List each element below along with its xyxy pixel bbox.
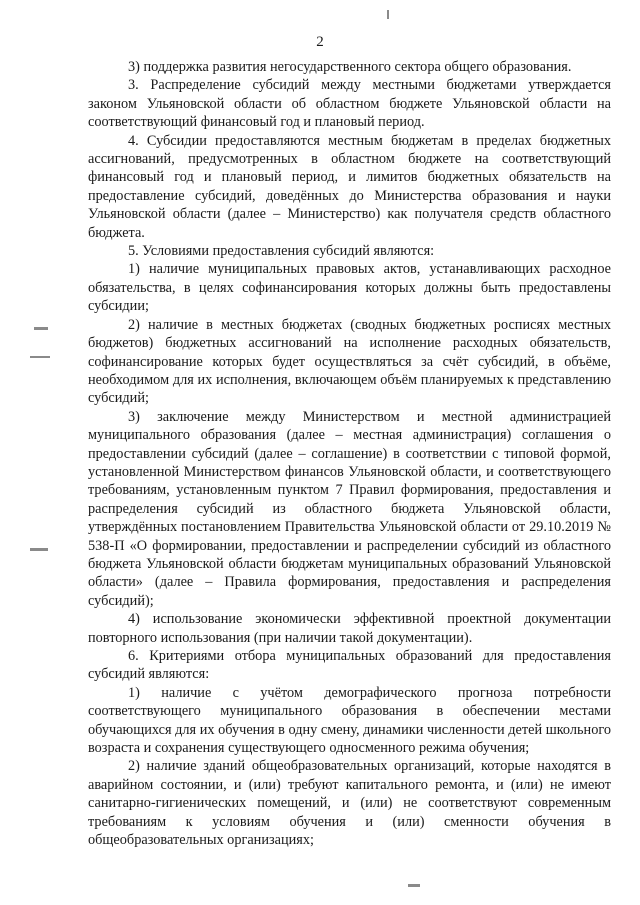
scan-mark-left-2 (30, 356, 50, 358)
paragraph: 5. Условиями предоставления субсидий являются: (128, 243, 435, 260)
paragraph: 3) поддержка развития негосударственного сектора общего образования. (128, 59, 572, 75)
scan-mark-bottom (408, 884, 420, 887)
paragraph: 3. Распределение субсидий между местными бюджетами утверждается законом Ульяновской области об областном бюджете Ульяновской области на соответствующий финансовый год и плановый период. (88, 77, 611, 131)
paragraph: 1) наличие муниципальных правовых актов, устанавливающих расходное обязательства, в целях софинансирования которых должны быть предоставлены субсидии; (88, 261, 611, 315)
document-body (88, 58, 611, 849)
paragraph: 6. Критериями отбора муниципальных образований для предоставления субсидий являются: (88, 648, 611, 683)
scan-mark-left-1 (34, 327, 48, 330)
page-number: 2 (316, 34, 324, 50)
paragraph: 4) использование экономически эффективной проектной документации повторного использования (при наличии такой документации). (88, 611, 611, 646)
paragraph: 4. Субсидии предоставляются местным бюджетам в пределах бюджетных ассигнований, предусмотренных в областном бюджете на соответствующий финансовый год и плановый период, и лимитов бюджетных обязательств на предоставление субсидий, доведённых до Министерства образования и науки Ульяновской области (далее – Министерство) как получателя средств областного бюджета. (88, 132, 611, 241)
scan-mark-left-3 (30, 548, 48, 551)
scan-mark-top (387, 10, 389, 19)
paragraph: 3) заключение между Министерством и местной администрацией муниципального образования (далее – местная администрация) соглашения о предоставлении субсидий (далее – соглашение) в соответствии с типовой формой, установленной Министерством финансов Ульяновской области, и соответствующего требованиям, установленным пунктом 7 Правил формирования, предоставления и распределения субсидий из областного бюджета Ульяновской области, утверждённых постановлением Правительства Ульяновской области от 29.10.2019 № 538-П «О формировании, предоставлении и распределении субсидий из областного бюджета Ульяновской области бюджетам муниципальных образований Ульяновской области» (далее – Правила формирования, предоставления и распределения субсидий); (88, 408, 611, 609)
paragraph: 2) наличие зданий общеобразовательных организаций, которые находятся в аварийном состоянии, и (или) требуют капитального ремонта, и (или) не имеют санитарно-гигиенических помещений, и (или) не соответствуют современным требованиям к условиям обучения и (или) сменности обучения в общеобразовательных организациях; (88, 758, 611, 849)
paragraph: 2) наличие в местных бюджетах (сводных бюджетных росписях местных бюджетов) бюджетных ассигнований на исполнение расходных обязательств, софинансирование которых будет осуществляться за счёт субсидий, в объёме, необходимом для их исполнения, включающем объём планируемых к представлению субсидий; (88, 316, 611, 407)
paragraph: 1) наличие с учётом демографического прогноза потребности соответствующего муниципального образования в обеспечении местами обучающихся для их обучения в одну смену, динамики численности детей школьного возраста и сохранения существующего односменного режима обучения; (88, 684, 611, 757)
